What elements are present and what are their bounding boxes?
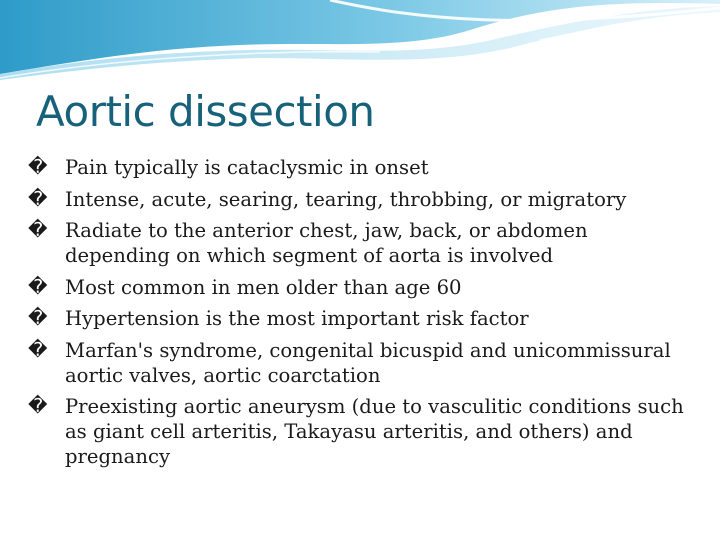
bullet-list — [28, 155, 698, 476]
bullet-text: Pain typically is cataclysmic in onset — [65, 156, 429, 179]
bullet-text: Preexisting aortic aneurysm (due to vasculitic conditions such as giant cell arteritis, Takayasu arteritis, and others) and pregnancy — [65, 395, 684, 468]
bullet-item — [28, 394, 698, 469]
slide-title: Aortic dissection — [36, 87, 375, 136]
bullet-item — [28, 306, 698, 331]
bullet-text: Most common in men older than age 60 — [65, 275, 462, 299]
bullet-item — [28, 338, 698, 388]
bullet-item — [28, 187, 698, 212]
bullet-text: Hypertension is the most important risk factor — [65, 307, 529, 330]
bullet-item — [28, 218, 698, 268]
bullet-item — [28, 275, 698, 300]
bullet-item — [28, 155, 698, 180]
bullet-marker-icon: � — [28, 307, 48, 329]
bullet-text: Marfan's syndrome, congenital bicuspid and unicommissural aortic valves, aortic coarctation — [65, 338, 671, 387]
bullet-marker-icon: � — [28, 395, 48, 417]
bullet-text: Radiate to the anterior chest, jaw, back, or abdomen depending on which segment of aorta is involved — [65, 219, 588, 267]
bullet-text: Intense, acute, searing, tearing, throbbing, or migratory — [65, 187, 627, 211]
bullet-marker-icon: � — [28, 187, 48, 210]
bullet-marker-icon: � — [28, 338, 48, 361]
bullet-marker-icon: � — [28, 275, 48, 298]
bullet-marker-icon: � — [28, 156, 48, 178]
bullet-marker-icon: � — [28, 219, 48, 241]
header-wave-decoration — [0, 0, 720, 90]
